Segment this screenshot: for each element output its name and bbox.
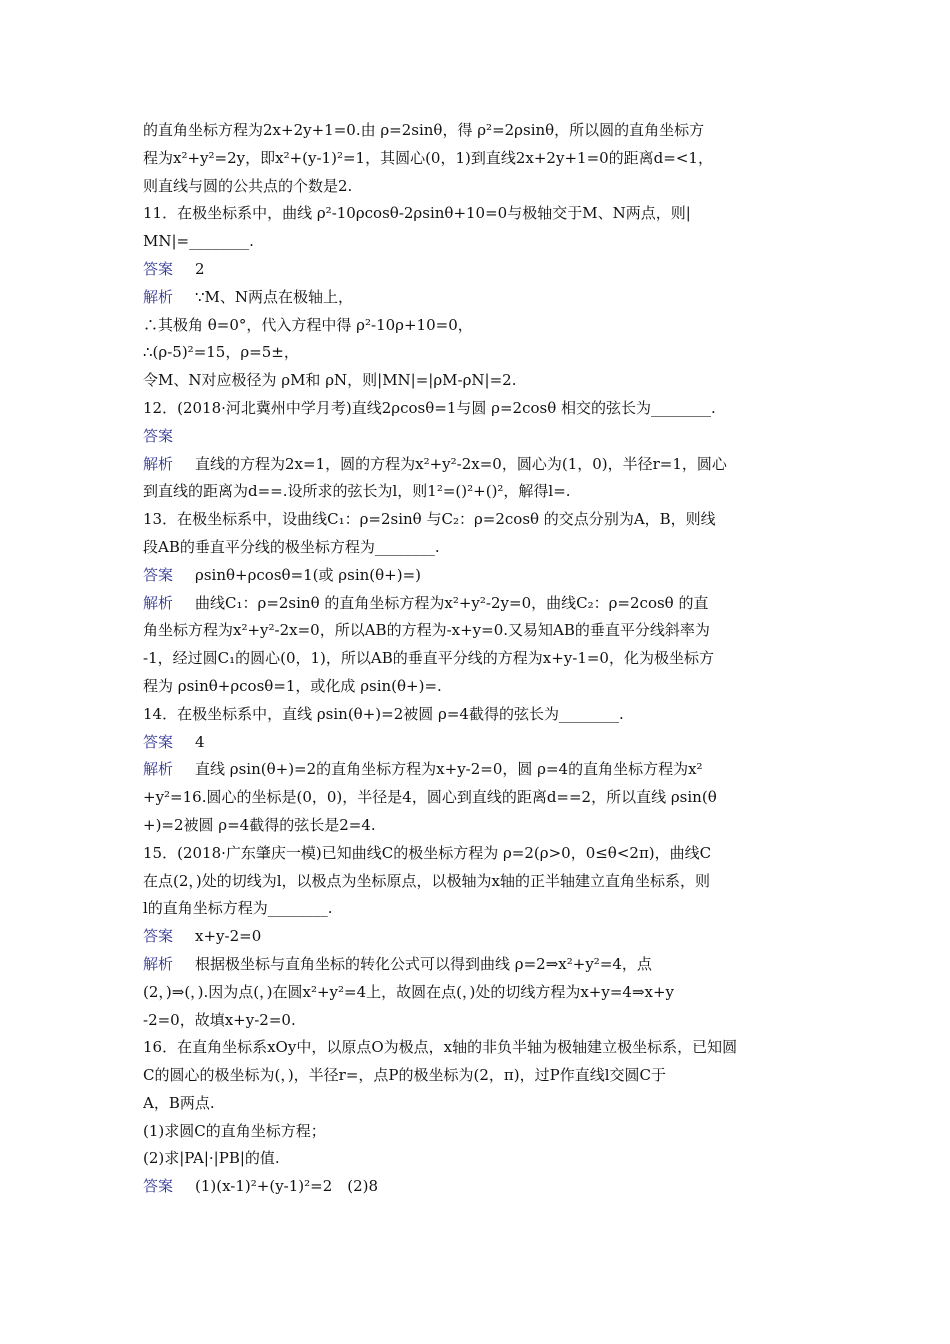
analysis-line: 解析 直线 ρsin(θ+)=2的直角坐标方程为x+y-2=0，圆 ρ=4的直角坐标方程为x² <box>143 756 808 784</box>
analysis-label: 解析 <box>143 287 174 306</box>
text-line: +y²=16.圆心的坐标是(0，0)，半径是4，圆心到直线的距离d==2，所以直线 ρsin(θ <box>143 788 717 807</box>
answer-label: 答案 <box>143 732 174 751</box>
text-line: MN|=________. <box>143 232 254 251</box>
text-line: -1，经过圆C₁的圆心(0，1)，所以AB的垂直平分线的方程为x+y-1=0，化为极坐标方 <box>143 649 714 668</box>
answer-label: 答案 <box>143 259 174 278</box>
document-page <box>143 117 808 1201</box>
text-line: 程为 ρsinθ+ρcosθ=1，或化成 ρsin(θ+)=. <box>143 676 442 695</box>
text-line: 角坐标方程为x²+y²-2x=0，所以AB的方程为-x+y=0.又易知AB的垂直平分线斜率为 <box>143 621 710 640</box>
text-line: C的圆心的极坐标为(，)，半径r=，点P的极坐标为(2，π)，过P作直线l交圆C于 <box>143 1066 666 1085</box>
text-line: 在点(2，)处的切线为l，以极点为坐标原点，以极轴为x轴的正半轴建立直角坐标系，则 <box>143 871 711 890</box>
analysis-label: 解析 <box>143 954 174 973</box>
answer-line <box>143 423 808 451</box>
question-11: 11．在极坐标系中，曲线 ρ²-10ρcosθ-2ρsinθ+10=0与极轴交于M、N两点，则| <box>143 204 691 223</box>
analysis-label: 解析 <box>143 593 174 612</box>
text-line: (2，)⇒(，).因为点(，)在圆x²+y²=4上，故圆在点(，)处的切线方程为x+y=4⇒x+y <box>143 982 675 1001</box>
question-16: 16．在直角坐标系xOy中，以原点O为极点，x轴的非负半轴为极轴建立极坐标系，已知圆 <box>143 1038 738 1057</box>
answer-label: 答案 <box>143 426 174 445</box>
analysis-line: 解析 ∵M、N两点在极轴上， <box>143 284 808 312</box>
analysis-label: 解析 <box>143 760 174 779</box>
question-13: 13．在极坐标系中，设曲线C₁：ρ=2sinθ 与C₂：ρ=2cosθ 的交点分别为A，B，则线 <box>143 510 716 529</box>
text-line: (1)求圆C的直角坐标方程； <box>143 1121 326 1140</box>
answer-line: 答案 (1)(x-1)²+(y-1)²=2 (2)8 <box>143 1173 808 1201</box>
text-line: 段AB的垂直平分线的极坐标方程为________. <box>143 537 440 556</box>
text-line: 的直角坐标方程为2x+2y+1=0.由 ρ=2sinθ，得 ρ²=2ρsinθ，所以圆的直角坐标方 <box>143 121 705 139</box>
text-line: 程为x²+y²=2y，即x²+(y-1)²=1，其圆心(0，1)到直线2x+2y+1=0的距离d=<1， <box>143 148 713 167</box>
text-line: +)=2被圆 ρ=4截得的弦长是2=4. <box>143 815 376 834</box>
answer-line: 答案 4 <box>143 729 808 757</box>
answer-label: 答案 <box>143 565 174 584</box>
answer-label: 答案 <box>143 927 174 946</box>
question-12: 12．(2018·河北冀州中学月考)直线2ρcosθ=1与圆 ρ=2cosθ 相交的弦长为________. <box>143 398 716 417</box>
answer-line: 答案 2 <box>143 256 808 284</box>
text-line: 到直线的距离为d==.设所求的弦长为l，则1²=()²+()²，解得l=. <box>143 482 571 501</box>
text-line: l的直角坐标方程为________. <box>143 899 333 918</box>
text-line: 则直线与圆的公共点的个数是2. <box>143 176 353 195</box>
analysis-label: 解析 <box>143 454 174 473</box>
text-line: 令M、N对应极径为 ρM和 ρN，则|MN|=|ρM-ρN|=2. <box>143 371 517 390</box>
analysis-line: 解析 直线的方程为2x=1，圆的方程为x²+y²-2x=0，圆心为(1，0)，半径r=1，圆心 <box>143 451 808 479</box>
text-line: -2=0，故填x+y-2=0. <box>143 1010 296 1029</box>
answer-line: 答案 ρsinθ+ρcosθ=1(或 ρsin(θ+)=) <box>143 562 808 590</box>
text-line: ∴其极角 θ=0°，代入方程中得 ρ²-10ρ+10=0， <box>143 315 473 334</box>
question-15: 15．(2018·广东肇庆一模)已知曲线C的极坐标方程为 ρ=2(ρ>0，0≤θ<2π)，曲线C <box>143 843 712 862</box>
text-line: (2)求|PA|·|PB|的值. <box>143 1149 280 1168</box>
text-line: A，B两点. <box>143 1093 215 1112</box>
analysis-line: 解析 曲线C₁：ρ=2sinθ 的直角坐标方程为x²+y²-2y=0，曲线C₂：ρ=2cosθ 的直 <box>143 590 808 618</box>
text-line: ∴(ρ-5)²=15，ρ=5±， <box>143 343 299 362</box>
analysis-line: 解析 根据极坐标与直角坐标的转化公式可以得到曲线 ρ=2⇒x²+y²=4，点 <box>143 951 808 979</box>
question-14: 14．在极坐标系中，直线 ρsin(θ+)=2被圆 ρ=4截得的弦长为________. <box>143 704 624 723</box>
answer-line: 答案 x+y-2=0 <box>143 923 808 951</box>
answer-label: 答案 <box>143 1177 174 1196</box>
